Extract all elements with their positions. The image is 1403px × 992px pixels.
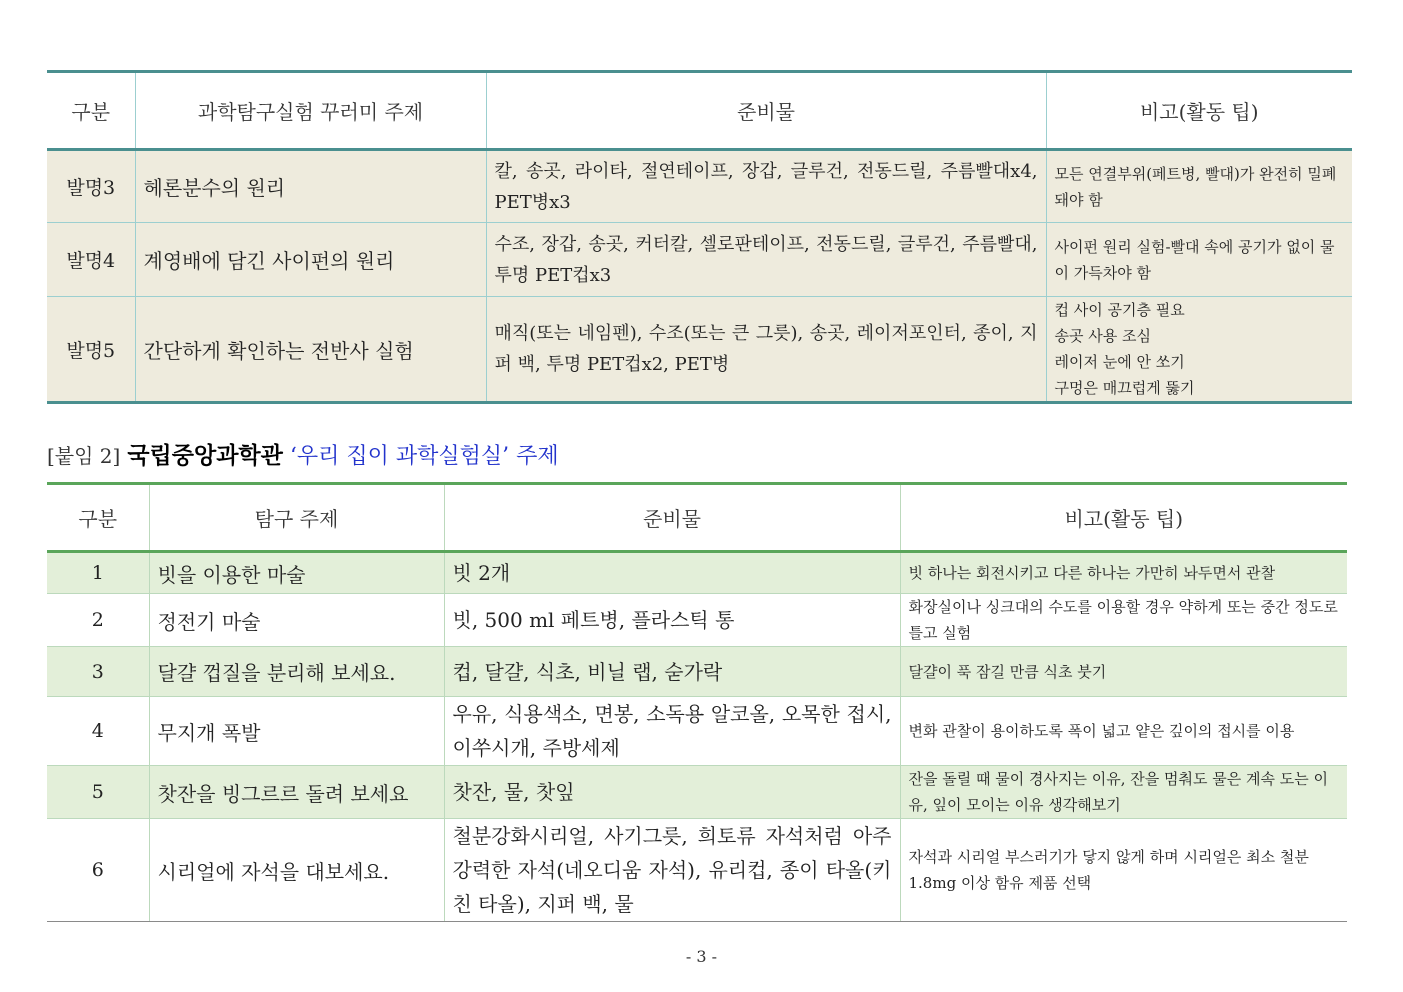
row-tip: 잔을 돌릴 때 물이 경사지는 이유, 잔을 멈춰도 물은 계속 도는 이유, 잎이 모이는 이유 생각해보기 xyxy=(900,766,1347,819)
row-materials: 빗 2개 xyxy=(444,552,900,594)
table-row xyxy=(47,223,1352,297)
tip-line: 레이저 눈에 안 쏘기 xyxy=(1054,353,1185,371)
row-category: 발명5 xyxy=(47,297,135,403)
header-materials: 준비물 xyxy=(444,484,900,552)
tip-line: 컵 사이 공기층 필요 xyxy=(1054,301,1185,319)
row-topic: 정전기 마술 xyxy=(149,594,444,647)
header-category: 구분 xyxy=(47,484,149,552)
row-topic: 달걀 껍질을 분리해 보세요. xyxy=(149,647,444,697)
row-materials: 찻잔, 물, 찻잎 xyxy=(444,766,900,819)
table-row xyxy=(47,766,1347,819)
attachment-suffix: 주제 xyxy=(516,444,559,469)
header-topic: 과학탐구실험 꾸러미 주제 xyxy=(135,72,486,150)
row-number: 2 xyxy=(47,594,149,647)
row-tip: 변화 관찰이 용이하도록 폭이 넓고 얕은 깊이의 접시를 이용 xyxy=(900,697,1347,766)
header-category: 구분 xyxy=(47,72,135,150)
row-topic: 빗을 이용한 마술 xyxy=(149,552,444,594)
row-category: 발명3 xyxy=(47,150,135,223)
page-number: - 3 - xyxy=(685,947,718,966)
row-materials: 매직(또는 네임펜), 수조(또는 큰 그릇), 송곳, 레이저포인터, 종이, 지퍼 백, 투명 PET컵x2, PET병 xyxy=(486,297,1046,403)
row-tips xyxy=(1046,297,1352,403)
row-topic: 헤론분수의 원리 xyxy=(135,150,486,223)
table-header-row xyxy=(47,484,1347,552)
row-tips xyxy=(1046,150,1352,223)
row-number: 6 xyxy=(47,819,149,922)
tip-line: 송곳 사용 조심 xyxy=(1054,327,1151,345)
tip-line: 구멍은 매끄럽게 뚫기 xyxy=(1054,379,1195,397)
row-topic: 계영배에 담긴 사이펀의 원리 xyxy=(135,223,486,297)
attachment-prefix: [붙임 2] xyxy=(47,444,121,468)
row-category: 발명4 xyxy=(47,223,135,297)
row-number: 4 xyxy=(47,697,149,766)
table-row xyxy=(47,552,1347,594)
header-tips: 비고(활동 팁) xyxy=(1046,72,1352,150)
row-topic: 시리얼에 자석을 대보세요. xyxy=(149,819,444,922)
attachment-org: 국립중앙과학관 xyxy=(127,443,283,469)
header-tips: 비고(활동 팁) xyxy=(900,484,1347,552)
row-materials: 우유, 식용색소, 면봉, 소독용 알코올, 오목한 접시, 이쑤시개, 주방세제 xyxy=(444,697,900,766)
row-tip: 달걀이 푹 잠길 만큼 식초 붓기 xyxy=(900,647,1347,697)
row-materials: 컵, 달걀, 식초, 비닐 랩, 숟가락 xyxy=(444,647,900,697)
tip-line: 모든 연결부위(페트병, 빨대)가 완전히 밀폐 돼야 함 xyxy=(1054,164,1337,209)
row-materials: 철분강화시리얼, 사기그릇, 희토류 자석처럼 아주 강력한 자석(네오디움 자석), 유리컵, 종이 타올(키친 타올), 지퍼 백, 물 xyxy=(444,819,900,922)
row-materials: 칼, 송곳, 라이타, 절연테이프, 장갑, 글루건, 전동드릴, 주름빨대x4, PET병x3 xyxy=(486,150,1046,223)
table-row xyxy=(47,697,1347,766)
header-materials: 준비물 xyxy=(486,72,1046,150)
home-lab-topics-table xyxy=(47,482,1347,922)
table-row xyxy=(47,647,1347,697)
table-header-row xyxy=(47,72,1352,150)
attachment-heading xyxy=(47,437,559,470)
row-topic: 무지개 폭발 xyxy=(149,697,444,766)
row-number: 5 xyxy=(47,766,149,819)
attachment-title: ‘우리 집이 과학실험실’ xyxy=(289,444,510,469)
table-row xyxy=(47,150,1352,223)
table-row xyxy=(47,594,1347,647)
invention-kit-table xyxy=(47,70,1352,404)
row-topic: 찻잔을 빙그르르 돌려 보세요 xyxy=(149,766,444,819)
row-number: 3 xyxy=(47,647,149,697)
row-tip: 화장실이나 싱크대의 수도를 이용할 경우 약하게 또는 중간 정도로 틀고 실험 xyxy=(900,594,1347,647)
table-row xyxy=(47,297,1352,403)
row-tips xyxy=(1046,223,1352,297)
row-tip: 자석과 시리얼 부스러기가 닿지 않게 하며 시리얼은 최소 철분 1.8mg 이상 함유 제품 선택 xyxy=(900,819,1347,922)
row-number: 1 xyxy=(47,552,149,594)
row-materials: 빗, 500 ml 페트병, 플라스틱 통 xyxy=(444,594,900,647)
row-topic: 간단하게 확인하는 전반사 실험 xyxy=(135,297,486,403)
table-row xyxy=(47,819,1347,922)
header-topic: 탐구 주제 xyxy=(149,484,444,552)
tip-line: 사이펀 원리 실험-빨대 속에 공기가 없이 물이 가득차야 함 xyxy=(1054,237,1335,282)
row-tip: 빗 하나는 회전시키고 다른 하나는 가만히 놔두면서 관찰 xyxy=(900,552,1347,594)
row-materials: 수조, 장갑, 송곳, 커터칼, 셀로판테이프, 전동드릴, 글루건, 주름빨대, 투명 PET컵x3 xyxy=(486,223,1046,297)
